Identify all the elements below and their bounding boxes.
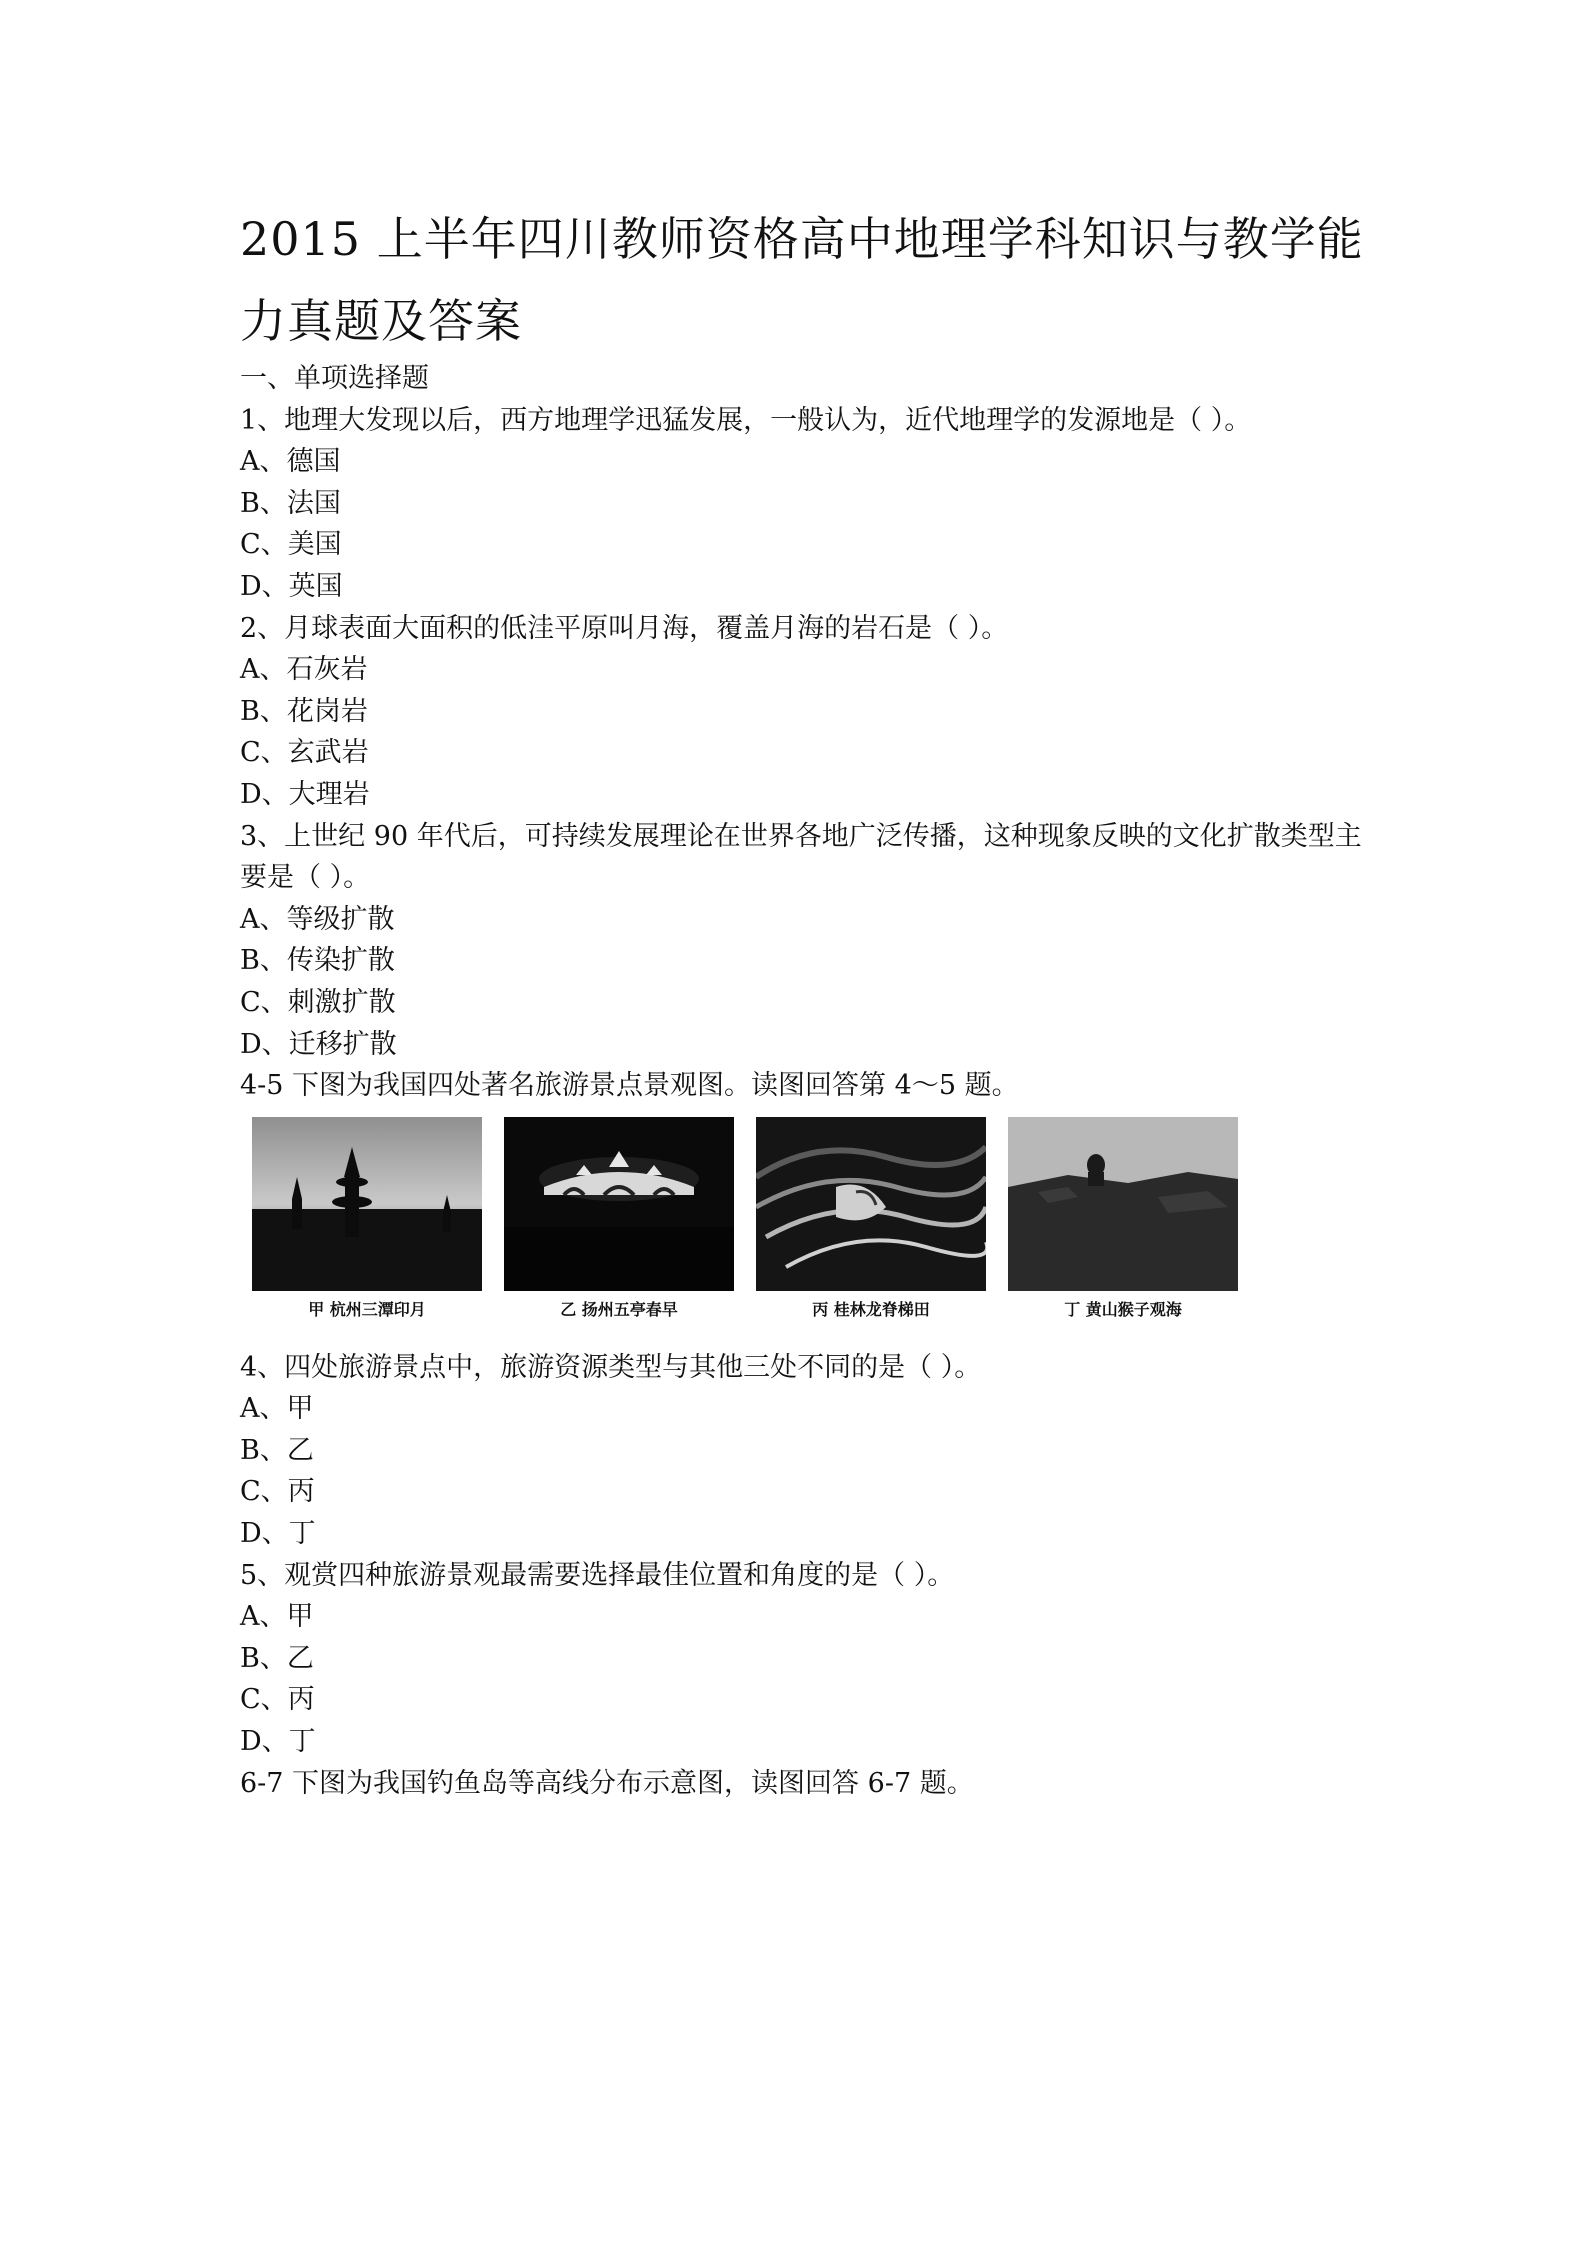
figure-panel-jia — [252, 1117, 482, 1321]
questions-6-7-intro: 6-7 下图为我国钓鱼岛等高线分布示意图，读图回答 6-7 题。 — [240, 1767, 974, 1799]
figure-caption-ding: 丁 黄山猴子观海 — [1064, 1299, 1182, 1319]
figure-caption-jia: 甲 杭州三潭印月 — [308, 1299, 426, 1319]
page-title: 2015 上半年四川教师资格高中地理学科知识与教学能力真题及答案 — [240, 212, 1364, 348]
scenic-spots-figure — [252, 1117, 1380, 1325]
question-4-option-d: D、丁 — [240, 1518, 316, 1550]
question-2-option-d: D、大理岩 — [240, 778, 370, 810]
question-1-stem: 1、地理大发现以后，西方地理学迅猛发展，一般认为，近代地理学的发源地是（ ）。 — [240, 404, 1252, 436]
question-1-option-d: D、英国 — [240, 570, 343, 602]
question-5-option-d: D、丁 — [240, 1726, 316, 1758]
question-4-option-c: C、丙 — [240, 1476, 315, 1508]
figure-caption-bing: 丙 桂林龙脊梯田 — [812, 1299, 930, 1319]
question-4-stem: 4、四处旅游景点中，旅游资源类型与其他三处不同的是（ ）。 — [240, 1351, 982, 1383]
question-3-stem: 3、上世纪 90 年代后，可持续发展理论在世界各地广泛传播，这种现象反映的文化扩散类型主要是（ ）。 — [240, 820, 1362, 894]
question-1-option-b: B、法国 — [240, 487, 341, 519]
question-3-option-a: A、等级扩散 — [240, 903, 395, 935]
question-5-option-b: B、乙 — [240, 1642, 314, 1674]
section-heading: 一、单项选择题 — [240, 363, 429, 394]
question-2-option-b: B、花岗岩 — [240, 695, 368, 727]
question-1-option-c: C、美国 — [240, 529, 342, 561]
figure-caption-yi: 乙 扬州五亭春早 — [560, 1299, 678, 1319]
question-4-option-a: A、甲 — [240, 1393, 314, 1425]
question-3-option-c: C、刺激扩散 — [240, 986, 396, 1018]
question-5-option-c: C、丙 — [240, 1684, 315, 1716]
figure-panel-bing — [756, 1117, 986, 1321]
question-4-option-b: B、乙 — [240, 1434, 314, 1466]
question-5-stem: 5、观赏四种旅游景观最需要选择最佳位置和角度的是（ ）。 — [240, 1559, 955, 1591]
question-2-option-c: C、玄武岩 — [240, 737, 369, 769]
figure-panel-ding — [1008, 1117, 1238, 1321]
question-3-option-d: D、迁移扩散 — [240, 1028, 397, 1060]
figure-panel-yi — [504, 1117, 734, 1321]
question-2-option-a: A、石灰岩 — [240, 654, 368, 686]
huangshan-monkey-rock-photo — [1008, 1117, 1238, 1291]
question-5-option-a: A、甲 — [240, 1601, 314, 1633]
question-3-option-b: B、传染扩散 — [240, 945, 395, 977]
question-1-option-a: A、德国 — [240, 446, 341, 478]
guilin-rice-terraces-photo — [756, 1117, 986, 1291]
document-body — [240, 358, 1380, 1804]
hangzhou-lake-pagodas-photo — [252, 1117, 482, 1291]
question-2-stem: 2、月球表面大面积的低洼平原叫月海，覆盖月海的岩石是（ ）。 — [240, 612, 1009, 644]
questions-4-5-intro: 4-5 下图为我国四处著名旅游景点景观图。读图回答第 4～5 题。 — [240, 1070, 1019, 1102]
yangzhou-five-pavilion-bridge-photo — [504, 1117, 734, 1291]
